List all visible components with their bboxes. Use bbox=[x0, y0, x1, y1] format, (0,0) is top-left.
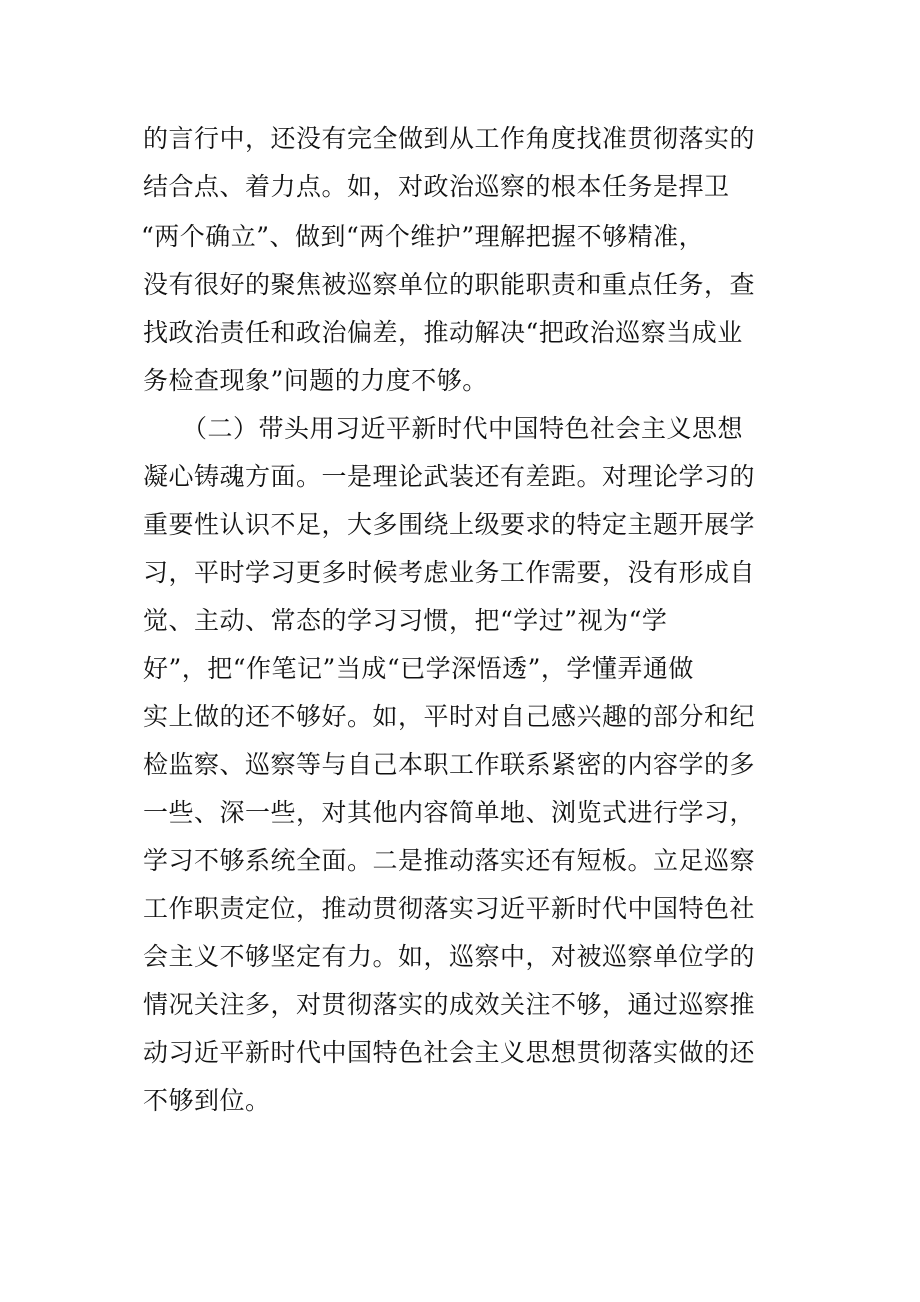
text-line: 动习近平新时代中国特色社会主义思想贯彻落实做的还 bbox=[143, 1038, 756, 1067]
text-line: 一些、深一些，对其他内容简单地、浏览式进行学习， bbox=[143, 798, 756, 827]
text-line: “两个确立”、做到“两个维护”理解把握不够精准， bbox=[141, 222, 705, 251]
text-line: 不够到位。 bbox=[143, 1086, 271, 1115]
section-heading-line: （二）带头用习近平新时代中国特色社会主义思想 bbox=[182, 414, 744, 443]
text-line: 结合点、着力点。如，对政治巡察的根本任务是捍卫 bbox=[143, 172, 730, 201]
text-line: 情况关注多，对贯彻落实的成效关注不够，通过巡察推 bbox=[143, 990, 756, 1019]
text-line: 好”，把“作笔记”当成“已学深悟透”，学懂弄通做 bbox=[143, 654, 694, 683]
text-line: 务检查现象”问题的力度不够。 bbox=[143, 366, 488, 395]
text-line: 习，平时学习更多时候考虑业务工作需要，没有形成自 bbox=[143, 558, 756, 587]
text-line: 的言行中，还没有完全做到从工作角度找准贯彻落实的 bbox=[143, 124, 756, 153]
text-line: 检监察、巡察等与自己本职工作联系紧密的内容学的多 bbox=[143, 750, 756, 779]
text-line: 工作职责定位，推动贯彻落实习近平新时代中国特色社 bbox=[143, 894, 756, 923]
text-line: 学习不够系统全面。二是推动落实还有短板。立足巡察 bbox=[143, 846, 756, 875]
text-line: 会主义不够坚定有力。如，巡察中，对被巡察单位学的 bbox=[143, 942, 756, 971]
text-line: 找政治责任和政治偏差，推动解决“把政治巡察当成业 bbox=[143, 318, 743, 347]
text-line: 凝心铸魂方面。一是理论武装还有差距。对理论学习的 bbox=[143, 462, 756, 491]
text-line: 没有很好的聚焦被巡察单位的职能职责和重点任务，查 bbox=[143, 270, 756, 299]
text-line: 重要性认识不足，大多围绕上级要求的特定主题开展学 bbox=[143, 510, 756, 539]
text-line: 觉、主动、常态的学习习惯，把“学过”视为“学 bbox=[143, 606, 668, 635]
text-line: 实上做的还不够好。如，平时对自己感兴趣的部分和纪 bbox=[143, 702, 756, 731]
